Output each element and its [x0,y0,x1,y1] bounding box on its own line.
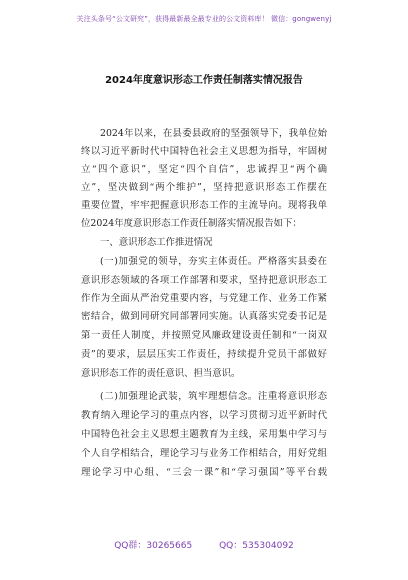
body-line: 中国特色社会主义思想主题教育为主线，采用集中学习与 [81,429,327,440]
body-line: 2024年以来，在县委县政府的坚强领导下，我单位始 [100,128,327,139]
body-line: 意识形态领域的各项工作部署和要求，坚持把意识形态工 [81,275,327,286]
body-line: 责”的要求，层层压实工作责任，持续提升党员干部做好 [81,349,327,360]
body-line: 教育纳入理论学习的重点内容，以学习贯彻习近平新时代 [81,410,327,421]
header-banner: 关注头条号“公文研究”，获得最新最全最专业的公文资料库！ 微信：gongwenyj [76,15,332,23]
body-line: 个人自学相结合，理论学习与业务工作相结合，用好党组 [81,448,327,459]
body-line: (一)加强党的领导，夯实主体责任。严格落实县委在 [100,256,327,267]
body-line: 位2024年度意识形态工作责任制落实情况报告如下： [81,218,302,229]
body-line: 立”，坚决做到“两个维护”，坚持把意识形态工作摆在 [81,182,327,193]
body-line: 意识形态工作的责任意识、担当意识。 [81,368,241,379]
body-line: 重要位置，牢牢把握意识形态工作的主流导向。现将我单 [81,200,327,211]
footer-contacts [0,538,408,551]
body-line: 密结合，做到同研究同部署同实施。认真落实党委书记是 [81,311,327,322]
body-line: 作作为全面从严治党重要内容，与党建工作、业务工作紧 [81,293,327,304]
footer-qq-group: QQ群：30265665 [114,541,193,551]
body-line: (二)加强理论武装，筑牢理想信念。注重将意识形态 [100,391,327,402]
body-line: 第一责任人制度，并按照党风廉政建设责任制和“一岗双 [81,330,327,341]
body-line: 理论学习中心组、“三会一课”和“学习强国”等平台载 [81,467,327,478]
body-line: 终以习近平新时代中国特色社会主义思想为指导，牢固树 [81,146,327,157]
footer-qq-number: QQ：535304092 [219,541,294,551]
body-line: 立“四个意识”，坚定“四个自信”，忠诚捍卫“两个确 [81,164,327,175]
document-title: 2024年度意识形态工作责任制落实情况报告 [105,75,303,86]
body-line: 一、意识形态工作推进情况 [100,237,213,248]
